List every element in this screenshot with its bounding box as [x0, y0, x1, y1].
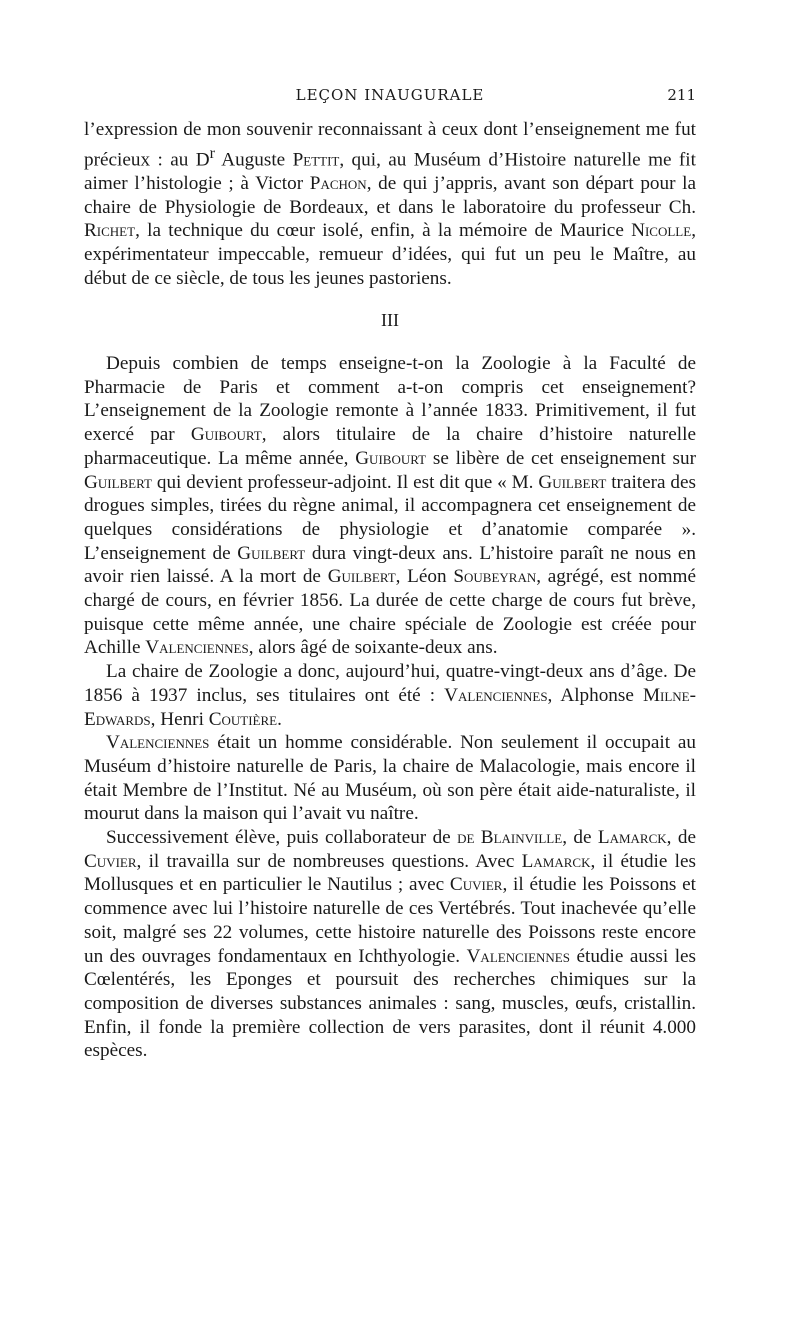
person-name: Cuvier: [449, 874, 503, 896]
paragraph-3: [84, 660, 696, 731]
text-run: , agrégé, est nommé chargé de cours, en février 1856. La durée de cette charge de cours fut brève, puisque cette même année, une chaire spéciale de Zoologie est créée pour Achille: [84, 566, 696, 659]
paragraph-4: [84, 731, 696, 826]
text-run: était un homme considérable. Non seulement il occupait au Muséum d’histoire naturelle de Paris, la chaire de Malacologie, mais encore il était Membre de l’Institut. Né au Muséum, où son père était aide-naturaliste, il mourut dans la maison qui l’avait vu naître.: [84, 732, 696, 825]
person-name: Valenciennes: [444, 684, 548, 706]
paragraph-2: [84, 352, 696, 660]
running-title: LEÇON INAUGURALE: [295, 86, 485, 104]
person-name: de Blainville: [457, 827, 563, 849]
text-run: se libère de cet enseignement sur: [426, 447, 696, 469]
person-name: Coutière: [208, 708, 278, 730]
text-run: traitera des drogues simples, tirées du règne animal, il accompagnera cet enseignement de quelques considérations de physiologie et d’anatomie comparée ». L’enseignement de: [84, 471, 696, 564]
person-name: Valenciennes: [466, 945, 570, 967]
text-run: Depuis combien de temps enseigne-t-on la Zoologie à la Faculté de Pharmacie de Paris et comment a-t-on compris cet enseignement? L’enseignement de la Zoologie remonte à l’année 1833. Primitivement, il fut exercé par: [84, 353, 696, 446]
text-run: , il étudie les Poissons et commence avec lui l’histoire naturelle de ces Vertébrés. Tout inachevée qu’elle soit, malgré ses 22 volumes, cette histoire naturelle des Poissons reste encore un des ouvrages fondamentaux en Ichthyologie.: [84, 874, 697, 967]
text-run: La chaire de Zoologie a donc, aujourd’hui, quatre-vingt-deux ans d’âge. De 1856 à 1937 inclus, ses titulaires ont été :: [84, 661, 696, 706]
person-name: Lamarck: [521, 850, 591, 872]
text-run: étudie aussi les Cœlentérés, les Eponges et poursuit des recherches chimiques sur la composition de diverses substances animales : sang, muscles, œufs, cristallin. Enfin, il fonde la première collection de vers parasites, dont il réunit 4.000 espèces.: [84, 945, 697, 1062]
person-name: Guibourt: [190, 424, 262, 446]
text-run: Auguste: [214, 149, 293, 171]
person-name: Guibourt: [355, 447, 427, 469]
paragraph-1: [84, 118, 696, 290]
person-name: Guilbert: [84, 471, 152, 493]
text-run: , alors titulaire de la chaire d’histoire naturelle pharmaceutique. La même année,: [84, 424, 696, 469]
person-name: Guilbert: [237, 542, 306, 564]
page-number: 211: [667, 86, 696, 104]
person-name: Pettit: [292, 149, 340, 171]
text-run: , de: [562, 827, 598, 849]
text-run: l’expression de mon souvenir reconnaissant à ceux dont l’enseignement me fut précieux : au D: [84, 119, 696, 171]
person-name: Cuvier: [84, 850, 137, 872]
text-run: .: [277, 708, 282, 730]
text-run: , de: [666, 827, 696, 849]
section-heading: III: [381, 310, 399, 331]
text-run: , de qui j’appris, avant son départ pour la chaire de Physiologie de Bordeaux, et dans le laboratoire du professeur Ch.: [84, 172, 697, 218]
person-name: Guilbert: [538, 471, 607, 493]
person-name: Nicolle: [631, 220, 692, 242]
person-name: Lamarck: [597, 827, 667, 849]
text-run: , il travailla sur de nombreuses questions. Avec: [136, 850, 522, 872]
text-run: , Léon: [395, 566, 454, 588]
person-name: Soubeyran: [453, 566, 537, 588]
text-run: , il étudie les Mollusques et en particulier le Nautilus ; avec: [84, 850, 696, 896]
person-name: Guilbert: [327, 566, 396, 588]
text-run: , Henri: [150, 708, 209, 730]
person-name: Valenciennes: [106, 732, 210, 754]
text-run: dura vingt-deux ans. L’histoire paraît ne nous en avoir rien laissé. A la mort de: [84, 542, 697, 588]
running-head: [84, 86, 696, 110]
person-name: Pachon: [309, 172, 367, 194]
person-name: Richet: [84, 220, 136, 242]
superscript: r: [209, 144, 215, 162]
text-run: , la technique du cœur isolé, enfin, à la mémoire de Maurice: [135, 220, 632, 242]
text-run: Successivement élève, puis collaborateur de: [106, 827, 458, 849]
text-run: , Alphonse: [547, 684, 643, 706]
text-run: , expérimentateur impeccable, remueur d’idées, qui fut un peu le Maître, au début de ce siècle, de tous les jeunes pastoriens.: [84, 220, 696, 289]
text-run: , qui, au Muséum d’Histoire naturelle me fit aimer l’histologie ; à Victor: [84, 149, 696, 194]
person-name: Milne-Edwards: [84, 684, 696, 730]
text-run: , alors âgé de soixante-deux ans.: [248, 637, 498, 659]
body-text: [84, 118, 696, 1063]
text-run: qui devient professeur-adjoint. Il est dit que « M.: [151, 471, 539, 493]
paragraph-5: [84, 826, 696, 1063]
person-name: Valenciennes: [145, 637, 249, 659]
